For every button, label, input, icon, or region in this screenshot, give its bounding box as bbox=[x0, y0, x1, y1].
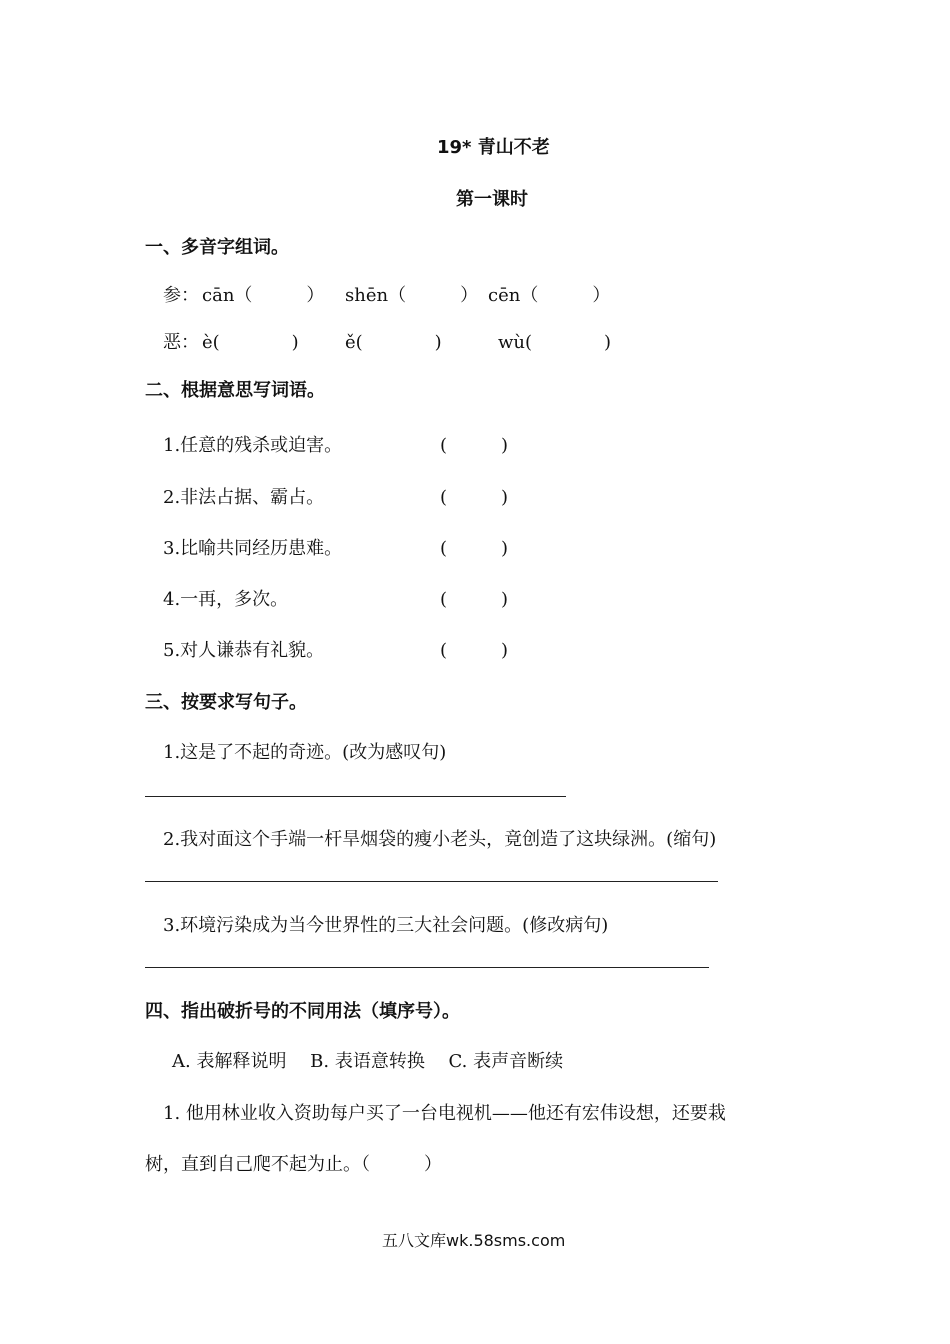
definition-item: 1.任意的残杀或迫害。 bbox=[163, 435, 343, 456]
answer-blank[interactable]: ( ) bbox=[440, 487, 509, 508]
polyphone-e-1: è( ) bbox=[202, 332, 299, 353]
definition-item: 3.比喻共同经历患难。 bbox=[163, 538, 343, 559]
polyphone-e-3: wù( ) bbox=[498, 332, 612, 353]
sentence-task: 3.环境污染成为当今世界性的三大社会问题。(修改病句) bbox=[163, 915, 609, 936]
answer-blank[interactable]: ( ) bbox=[440, 538, 509, 559]
question-line-continued: 树，直到自己爬不起为止。（ ） bbox=[145, 1154, 442, 1175]
answer-line[interactable] bbox=[145, 881, 718, 882]
definition-item: 5.对人谦恭有礼貌。 bbox=[163, 640, 325, 661]
sentence-task: 2.我对面这个手端一杆旱烟袋的瘦小老头，竟创造了这块绿洲。(缩句) bbox=[163, 829, 717, 850]
definition-item: 2.非法占据、霸占。 bbox=[163, 487, 325, 508]
polyphone-e-2: ě( ) bbox=[345, 332, 442, 353]
answer-line[interactable] bbox=[145, 967, 709, 968]
definition-item: 4.一再，多次。 bbox=[163, 589, 289, 610]
sentence-task: 1.这是了不起的奇迹。(改为感叹句) bbox=[163, 742, 447, 763]
dash-usage-options: A. 表解释说明 B. 表语意转换 C. 表声音断续 bbox=[172, 1051, 564, 1072]
polyphone-can-3: cēn（ ） bbox=[488, 285, 611, 306]
section3-heading: 三、按要求写句子。 bbox=[145, 692, 307, 713]
answer-blank[interactable]: ( ) bbox=[440, 589, 509, 610]
page-subtitle: 第一课时 bbox=[456, 189, 528, 210]
section1-heading: 一、多音字组词。 bbox=[145, 237, 289, 258]
polyphone-char-can: 参： bbox=[163, 285, 199, 306]
polyphone-can-1: cān（ ） bbox=[202, 285, 325, 306]
polyphone-char-e: 恶： bbox=[163, 332, 199, 353]
answer-line[interactable] bbox=[145, 796, 566, 797]
section2-heading: 二、根据意思写词语。 bbox=[145, 380, 325, 401]
polyphone-can-2: shēn（ ） bbox=[345, 285, 479, 306]
page-title: 19* 青山不老 bbox=[437, 137, 550, 158]
answer-blank[interactable]: ( ) bbox=[440, 435, 509, 456]
section4-heading: 四、指出破折号的不同用法（填序号）。 bbox=[145, 1001, 460, 1022]
answer-blank[interactable]: ( ) bbox=[440, 640, 509, 661]
question-line: 1. 他用林业收入资助每户买了一台电视机——他还有宏伟设想，还要栽 bbox=[163, 1103, 726, 1124]
footer-watermark: 五八文库wk.58sms.com bbox=[382, 1231, 566, 1250]
